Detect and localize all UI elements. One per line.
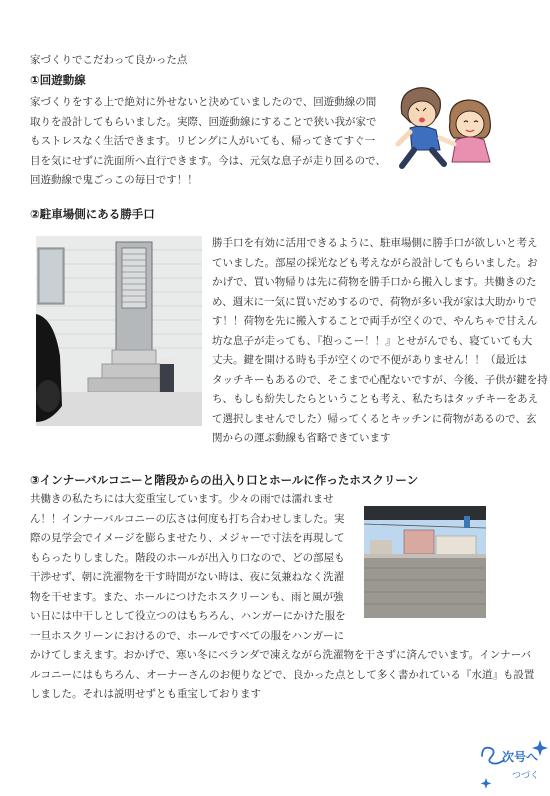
paragraph-line: め、週末に一気に買いだめするので、荷物が多い我が家は大助かりで — [212, 295, 537, 308]
running-kids-illustration — [392, 78, 504, 170]
paragraph-line: ていました。部屋の採光なども考えながら設計してもらいました。お — [212, 256, 538, 269]
section2-heading: ②駐車場側にある勝手口 — [30, 207, 155, 221]
paragraph-line: す！！荷物を先に搬入することで両手が空くので、やんちゃで甘えん — [212, 315, 538, 327]
star-icon-small — [481, 778, 492, 789]
paragraph-line: タッチキーもあるので、そこまで心配ないですが、今後、子供が鍵を持 — [212, 373, 548, 386]
intro-heading: 家づくりでこだわって良かった点 — [30, 54, 188, 66]
paragraph-line: 目を気にせずに洗面所へ直行できます。今は、元気な息子が走り回るので、 — [30, 154, 386, 167]
paragraph-line: 取りを設計してもらいました。実際、回遊動線にすることで狭い我が家で — [30, 115, 377, 128]
side-door-photo — [36, 236, 202, 426]
paragraph-line: 一旦ホスクリーンにおけるので、ホールですべての服をハンガーに — [30, 629, 345, 642]
paragraph-line: かげで、買い物帰りは先に荷物を勝手口から搬入します。共働きのた — [212, 276, 537, 288]
paragraph-line: ち、もしも紛失したらということも考え、私たちはタッチキーをあえ — [212, 393, 539, 405]
inner-balcony-photo — [364, 506, 486, 618]
section1-heading: ①回遊動線 — [30, 73, 86, 87]
paragraph-line: 勝手口を有効に活用できるように、駐車場側に勝手口が欲しいと考え — [212, 237, 538, 249]
paragraph-line: 際の見学会でイメージを膨らませたり、メジャーで寸法を再現して — [30, 532, 345, 544]
paragraph-line: て選択しませんでした）帰ってくるとキッチンに荷物があるので、玄 — [212, 412, 537, 425]
paragraph-line: 回遊動線で鬼ごっこの毎日です！！ — [30, 174, 198, 186]
to-be-continued — [478, 738, 548, 794]
paragraph-line: かけてしまえます。おかげで、寒い冬にベランダで凍えながら洗濯物を干さずに済んでいます。インナーバ — [30, 649, 532, 661]
paragraph-line: 共働きの私たちには大変重宝しています。少々の雨では濡れませ — [30, 493, 334, 505]
paragraph-line: 干渉せず、朝に洗濯物を干す時間がない時は、夜に気兼ねなく洗濯 — [30, 571, 345, 583]
paragraph-line: 家づくりをする上で絶対に外せないと決めていましたので、回遊動線の間 — [30, 96, 377, 108]
continued-swirl-icon — [478, 738, 548, 794]
paragraph-line: もらったりしました。階段のホールが出入り口なので、どの部屋も — [30, 551, 345, 564]
paragraph-line: 丈夫。鍵を開ける時も手が空くので不便がありません！！（最近は — [212, 354, 527, 366]
paragraph-line: 物を干せます。また、ホールにつけたホスクリーンも、雨と風が強 — [30, 590, 344, 603]
boy-figure — [398, 88, 444, 166]
next-issue-text: 次号へ — [502, 750, 539, 764]
paragraph-line: ん！！インナーバルコニーの広さは何度も打ち合わせしました。実 — [30, 512, 345, 525]
paragraph-line: しました。それは説明せずとも重宝しております — [30, 688, 261, 700]
paragraph-line: 坊な息子が走っても、『抱っこー！！』とせがんでも、寝ていても大 — [212, 334, 533, 347]
section3-heading: ③インナーバルコニーと階段からの出入り口とホールに作ったホスクリーン — [30, 473, 419, 487]
paragraph-line: い日には中干しとして役立つのはもちろん、ハンガーにかけた服を — [30, 610, 346, 622]
paragraph-line: もストレスなく生活できます。リビングに人がいても、帰ってきてすぐ一 — [30, 135, 376, 147]
girl-figure — [440, 100, 490, 162]
paragraph-line: 関からの運ぶ動線も省略できています — [212, 432, 391, 444]
continued-text: つづく — [512, 771, 540, 781]
paragraph-line: ルコニーにはもちろん、オーナーさんのお便りなどで、良かった点として多く書かれている『水道』も設置 — [30, 668, 535, 681]
